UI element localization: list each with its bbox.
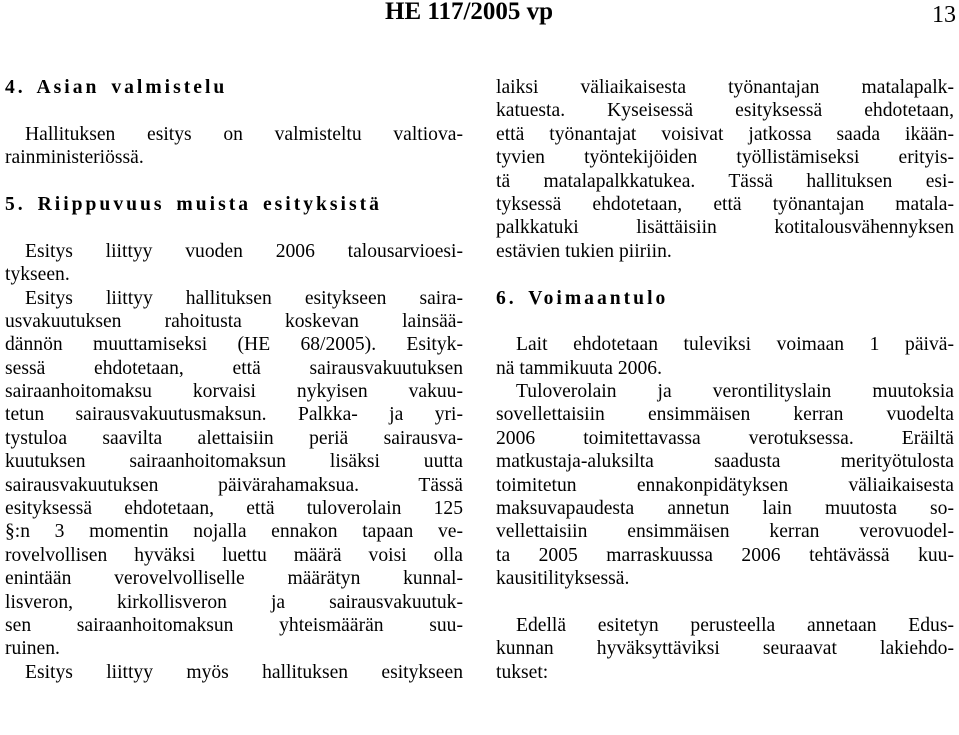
paragraph-line: Lait ehdotetaan tuleviksi voimaan 1 päivä-	[516, 334, 954, 356]
spacer	[5, 170, 463, 193]
paragraph-line: vellettaisiin ensimmäisen kerran verovuodel-	[496, 521, 954, 543]
paragraph-line: Hallituksen esitys on valmisteltu valtiova-	[25, 123, 463, 145]
paragraph-line: estävien tukien piiriin.	[496, 240, 672, 262]
paragraph-line: dännön muuttamiseksi (HE 68/2005). Esityk-	[5, 334, 463, 356]
paragraph-line: että työnantajat voisivat jatkossa saada ikään-	[496, 123, 954, 145]
paragraph-line: Edellä esitetyn perusteella annetaan Edus-	[516, 614, 954, 636]
paragraph-line: rovelvollisen hyväksi luettu määrä voisi olla	[5, 544, 463, 566]
paragraph-line: tykseen.	[5, 264, 70, 286]
section-4-heading: 4. Asian valmistelu	[5, 77, 228, 98]
paragraph-line: laiksi väliaikaisesta työnantajan matalapalk-	[496, 77, 954, 98]
paragraph-line: katuesta. Kyseisessä esityksessä ehdotetaan,	[496, 100, 954, 122]
paragraph-line: kuutuksen sairaanhoitomaksun lisäksi uutta	[5, 451, 463, 473]
section-6-heading: 6. Voimaantulo	[496, 287, 669, 309]
spacer	[5, 99, 463, 122]
paragraph-line: lisveron, kirkollisveron ja sairausvakuutuk-	[5, 591, 463, 613]
page-number: 13	[932, 2, 956, 28]
paragraph-line: tukset:	[496, 661, 549, 683]
paragraph-line: sen sairaanhoitomaksun yhteismäärän suu-	[5, 614, 463, 636]
paragraph-line: ta 2005 marraskuussa 2006 tehtävässä kuu-	[496, 544, 954, 566]
paragraph-line: tystuloa saavilta alettaisiin periä sairausva-	[5, 427, 463, 449]
paragraph-line: 2006 toimitettavassa verotuksessa. Eräiltä	[496, 427, 954, 449]
right-column	[496, 76, 954, 684]
paragraph-line: matkustaja-aluksilta saadusta merityötulosta	[496, 451, 954, 473]
paragraph-line: sovellettaisiin ensimmäisen kerran vuodelta	[496, 404, 954, 426]
paragraph-line: esityksessä ehdotetaan, että tuloverolain 125	[5, 498, 463, 520]
spacer	[496, 263, 954, 286]
paragraph-line: kunnan hyväksyttäviksi seuraavat lakiehdo-	[496, 638, 954, 660]
document-id: HE 117/2005 vp	[385, 0, 554, 25]
paragraph-line: toimitetun ennakonpidätyksen väliaikaisesta	[496, 474, 954, 496]
paragraph-line: Tuloverolain ja verontilityslain muutoksia	[516, 381, 954, 403]
paragraph-line: tetun sairausvakuutusmaksun. Palkka- ja yri-	[5, 404, 463, 426]
paragraph-line: palkkatuki lisättäisiin kotitalousvähennyksen	[496, 217, 954, 239]
paragraph-line: sessä ehdotetaan, että sairausvakuutuksen	[5, 357, 463, 379]
spacer	[5, 216, 463, 239]
paragraph-line: kausitilityksessä.	[496, 568, 630, 590]
spacer	[496, 310, 954, 333]
paragraph-line: Esitys liittyy hallituksen esitykseen saira-	[25, 287, 463, 309]
paragraph-line: Esitys liittyy vuoden 2006 talousarvioesi-	[25, 240, 463, 262]
paragraph-line: nä tammikuuta 2006.	[496, 357, 662, 379]
paragraph-line: maksuvapaudesta annetun lain muutosta so-	[496, 498, 954, 520]
paragraph-line: Esitys liittyy myös hallituksen esitykseen	[25, 661, 463, 683]
paragraph-line: sairaanhoitomaksu korvaisi nykyisen vakuu-	[5, 381, 463, 403]
paragraph-line: sairausvakuutuksen päivärahamaksua. Tässä	[5, 474, 463, 496]
paragraph-line: tä matalapalkkatukea. Tässä hallituksen esi-	[496, 170, 954, 192]
page-header	[0, 0, 959, 40]
left-column	[5, 76, 463, 684]
paragraph-line: §:n 3 momentin nojalla ennakon tapaan ve-	[5, 521, 463, 543]
section-5-heading: 5. Riippuvuus muista esityksistä	[5, 193, 382, 215]
paragraph-line: usvakuutuksen rahoitusta koskevan lainsää-	[5, 310, 463, 332]
paragraph-line: rainministeriössä.	[5, 147, 144, 169]
paragraph-line: ruinen.	[5, 638, 60, 660]
paragraph-line: tyksessä ehdotetaan, että työnantajan matala-	[496, 193, 954, 215]
spacer	[496, 591, 954, 614]
paragraph-line: enintään verovelvolliselle määrätyn kunnal-	[5, 568, 463, 590]
paragraph-line: tyvien työntekijöiden työllistämiseksi erityis-	[496, 147, 954, 169]
